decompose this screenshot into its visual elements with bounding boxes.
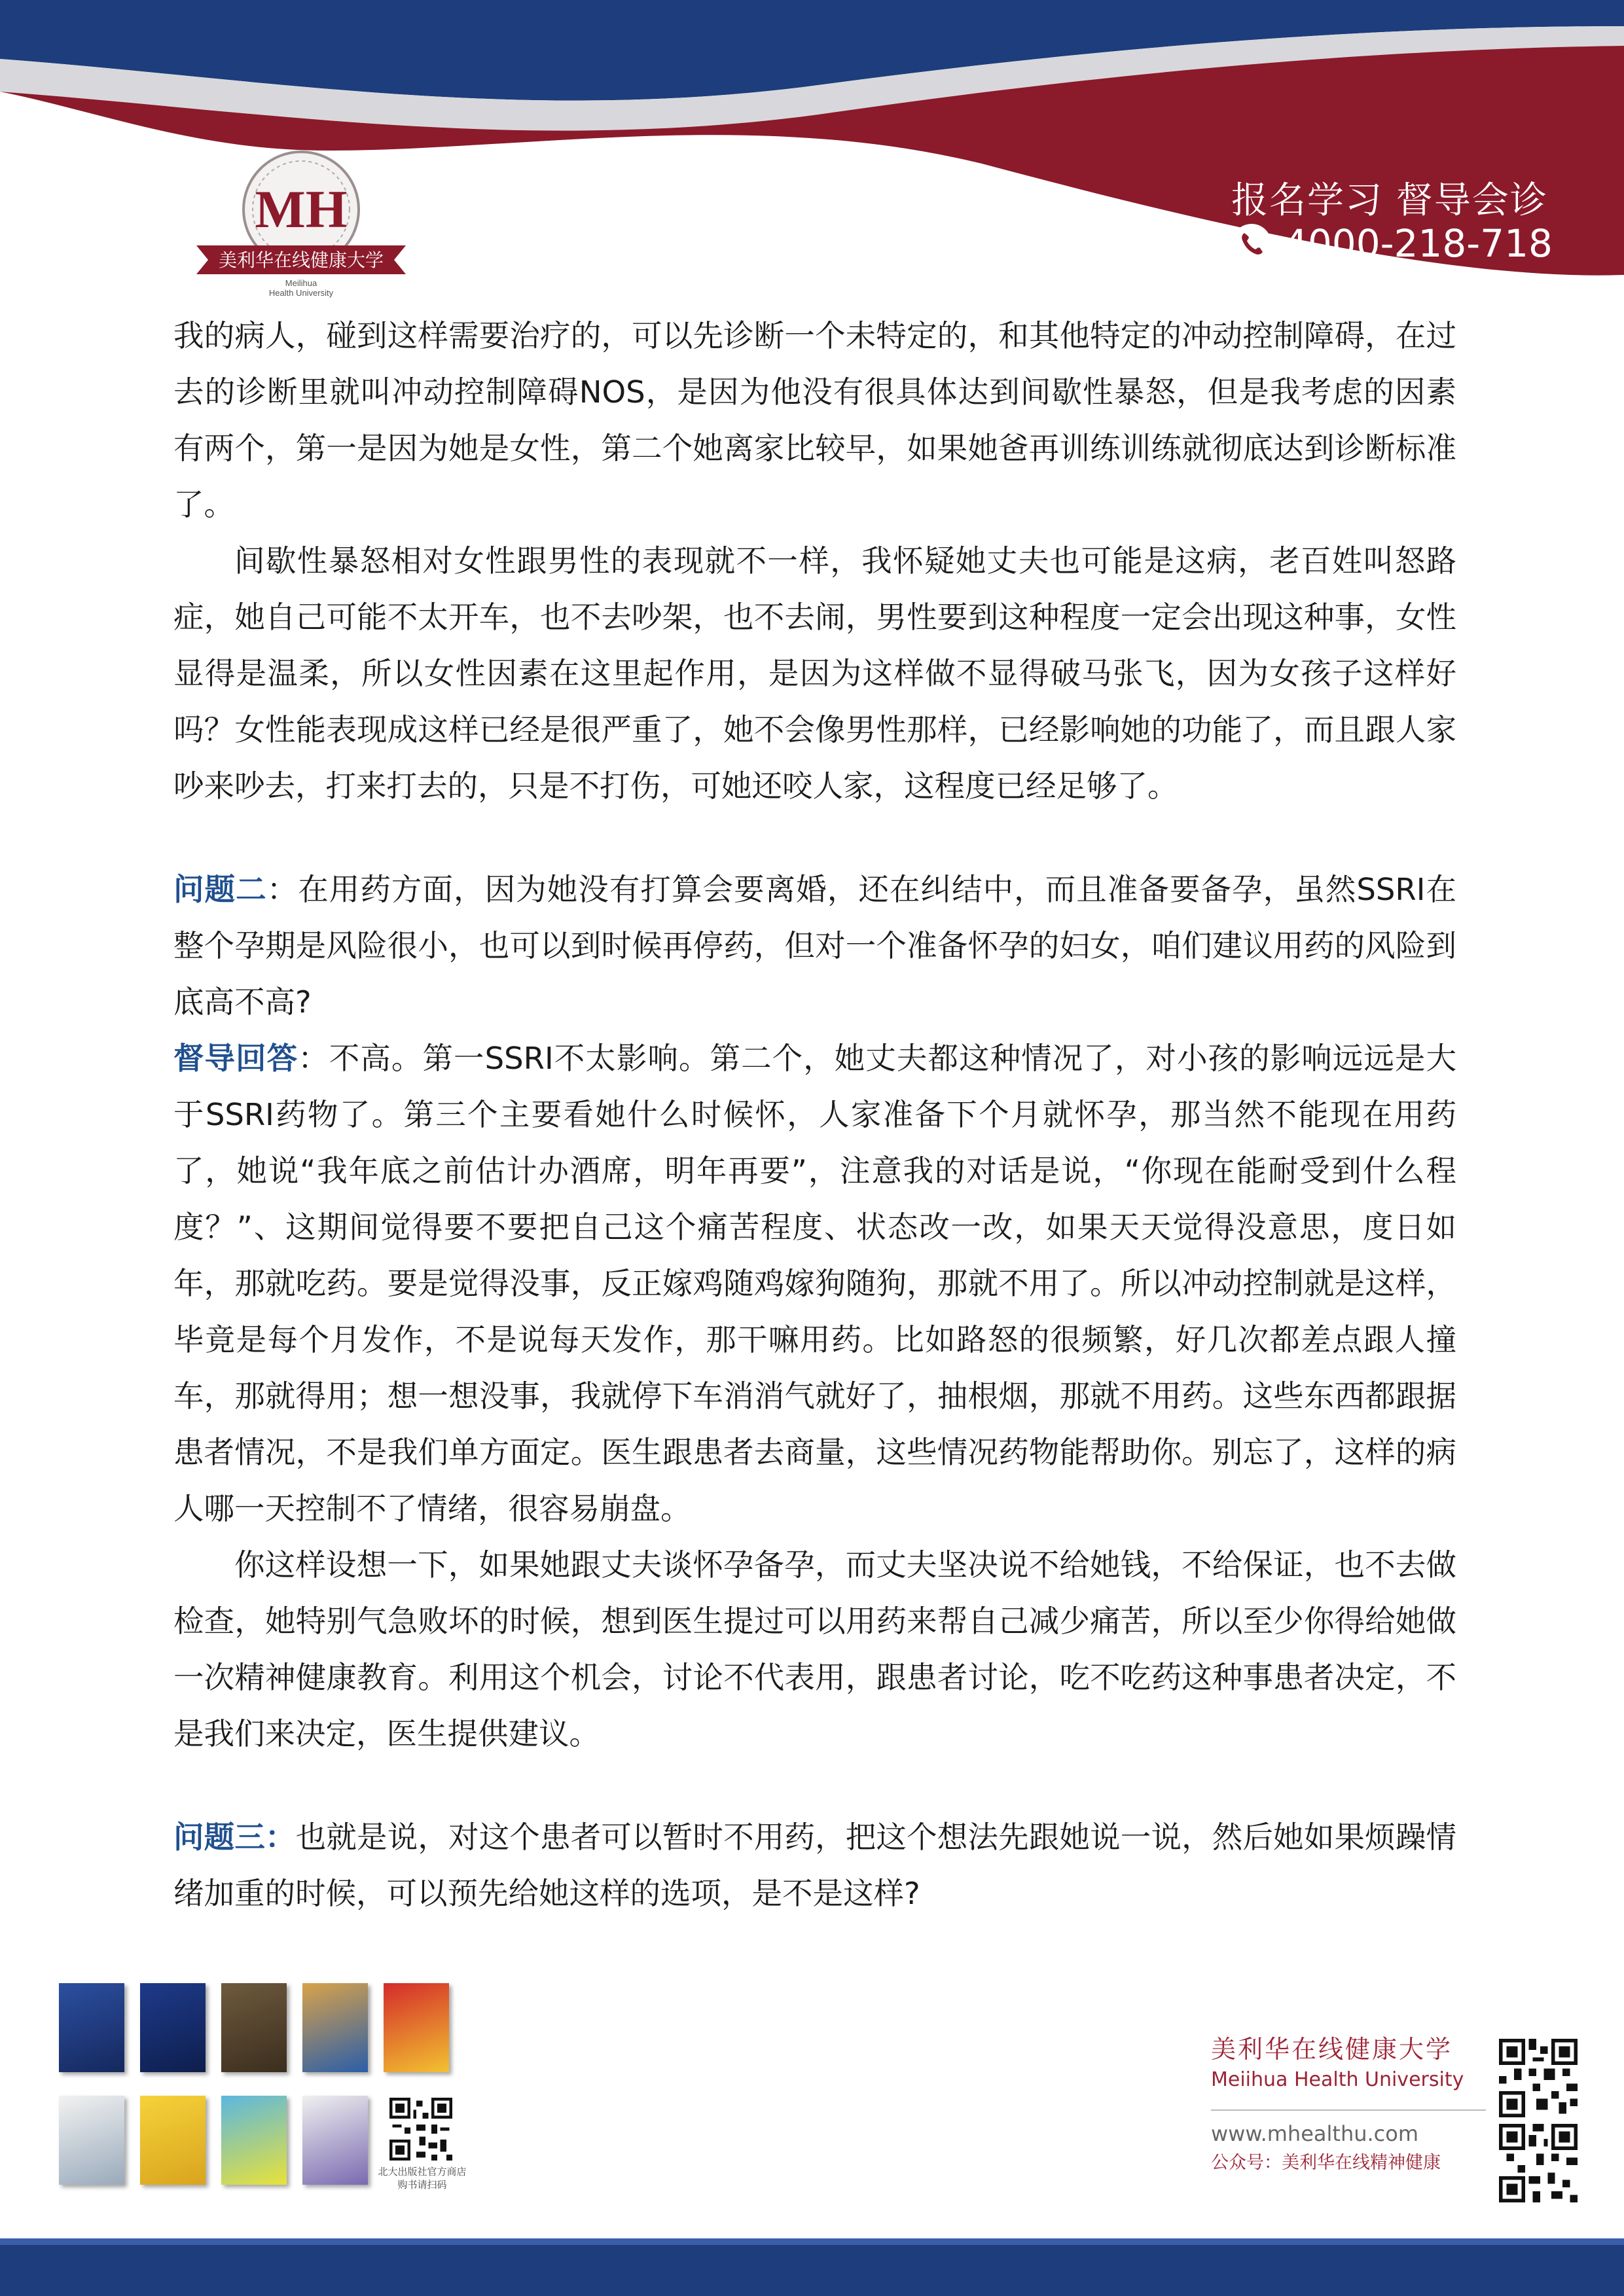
wechat-account: 公众号：美利华在线精神健康	[1211, 2153, 1441, 2173]
book-cover	[221, 2096, 287, 2185]
book-cover	[59, 2096, 124, 2185]
qr-code-website[interactable]	[1499, 2039, 1578, 2117]
paragraph-2: 间歇性暴怒相对女性跟男性的表现就不一样，我怀疑她丈夫也可能是这病，老百姓叫怒路症，她自己可能不太开车，也不去吵架，也不去闹，男性要到这种程度一定会出现这种事，女性显得是温柔，所以女性因素在这里起作用，是因为这样做不显得破马张飞，因为女孩子这样好吗？女性能表现成这样已经是很严重了，她不会像男性那样，已经影响她的功能了，而且跟人家吵来吵去，打来打去的，只是不打伤，可她还咬人家，这程度已经足够了。	[173, 543, 1456, 804]
book-cover	[384, 1983, 449, 2072]
answer-2-label: 督导回答	[173, 1041, 298, 1076]
question-3-label: 问题三：	[173, 1820, 296, 1855]
answer-2-text: ：不高。第一SSRI不太影响。第二个，她丈夫都这种情况了，对小孩的影响远远是大于SSRI药物了。第三个主要看她什么时候怀，人家准备下个月就怀孕，那当然不能现在用药了，她说“我年底之前估计办酒席，明年再要”，注意我的对话是说，“你现在能耐受到什么程度？”、这期间觉得要不要把自己这个痛苦程度、状态改一改，如果天天觉得没意思，度日如年，那就吃药。要是觉得没事，反正嫁鸡随鸡嫁狗随狗，那就不用了。所以冲动控制就是这样，毕竟是每个月发作，不是说每天发作，那干嘛用药。比如路怒的很频繁，好几次都差点跟人撞车，那就得用；想一想没事，我就停下车消消气就好了，抽根烟，那就不用药。这些东西都跟据患者情况，不是我们单方面定。医生跟患者去商量，这些情况药物能帮助你。别忘了，这样的病人哪一天控制不了情绪，很容易崩盘。	[173, 1041, 1456, 1526]
hotline-number: 4000-218-718	[1284, 221, 1553, 266]
logo-en-line-1: Meilihua	[285, 278, 317, 288]
question-2-text: ：在用药方面，因为她没有打算会要离婚，还在纠结中，而且准备要备孕，虽然SSRI在整个孕期是风险很小，也可以到时候再停药，但对一个准备怀孕的妇女，咱们建议用药的风险到底高不高?	[173, 872, 1456, 1020]
paragraph-3: 你这样设想一下，如果她跟丈夫谈怀孕备孕，而丈夫坚决说不给她钱，不给保证，也不去做检查，她特别气急败坏的时候，想到医生提过可以用药来帮自己减少痛苦，所以至少你得给她做一次精神健康教育。利用这个机会，讨论不代表用，跟患者讨论，吃不吃药这种事患者决定，不是我们来决定，医生提供建议。	[173, 1547, 1456, 1751]
answer-2	[173, 1030, 1456, 1537]
website-link[interactable]: www.mhealthu.com	[1211, 2109, 1486, 2149]
question-2-label: 问题二	[173, 872, 267, 907]
books-qr-caption: 北大出版社官方商店购书请扫码	[378, 2166, 467, 2191]
phone-icon	[1231, 223, 1272, 264]
question-2	[173, 861, 1456, 1030]
brand-en-name: Meiihua Health University	[1211, 2068, 1464, 2091]
book-cover	[140, 2096, 206, 2185]
book-cover	[302, 1983, 368, 2072]
question-3-text: 也就是说，对这个患者可以暂时不用药，把这个想法先跟她说一说，然后她如果烦躁情绪加重的时候，可以预先给她这样的选项，是不是这样?	[173, 1820, 1457, 1911]
brand-cn-name: 美利华在线健康大学	[1211, 2035, 1453, 2064]
paragraph-1: 我的病人，碰到这样需要治疗的，可以先诊断一个未特定的，和其他特定的冲动控制障碍，在过去的诊断里就叫冲动控制障碍NOS，是因为他没有很具体达到间歇性暴怒，但是我考虑的因素有两个，第一是因为她是女性，第二个她离家比较早，如果她爸再训练训练就彻底达到诊断标准了。	[173, 318, 1456, 522]
footer-brand	[1211, 2032, 1486, 2178]
book-cover	[140, 1983, 206, 2072]
article-body	[173, 308, 1456, 1922]
book-cover	[302, 2096, 368, 2185]
qr-code-books[interactable]	[389, 2098, 452, 2161]
book-cover	[221, 1983, 287, 2072]
footer-bar	[0, 2238, 1624, 2296]
question-3	[173, 1809, 1456, 1922]
header-slogan: 报名学习 督导会诊	[1231, 179, 1548, 222]
qr-code-wechat[interactable]	[1499, 2124, 1578, 2202]
logo-en-line-2: Health University	[268, 288, 334, 298]
university-logo	[190, 147, 412, 298]
logo-letters: MH	[255, 179, 348, 239]
header-hotline	[1231, 221, 1572, 266]
logo-cn-name: 美利华在线健康大学	[218, 249, 384, 271]
book-cover	[59, 1983, 124, 2072]
